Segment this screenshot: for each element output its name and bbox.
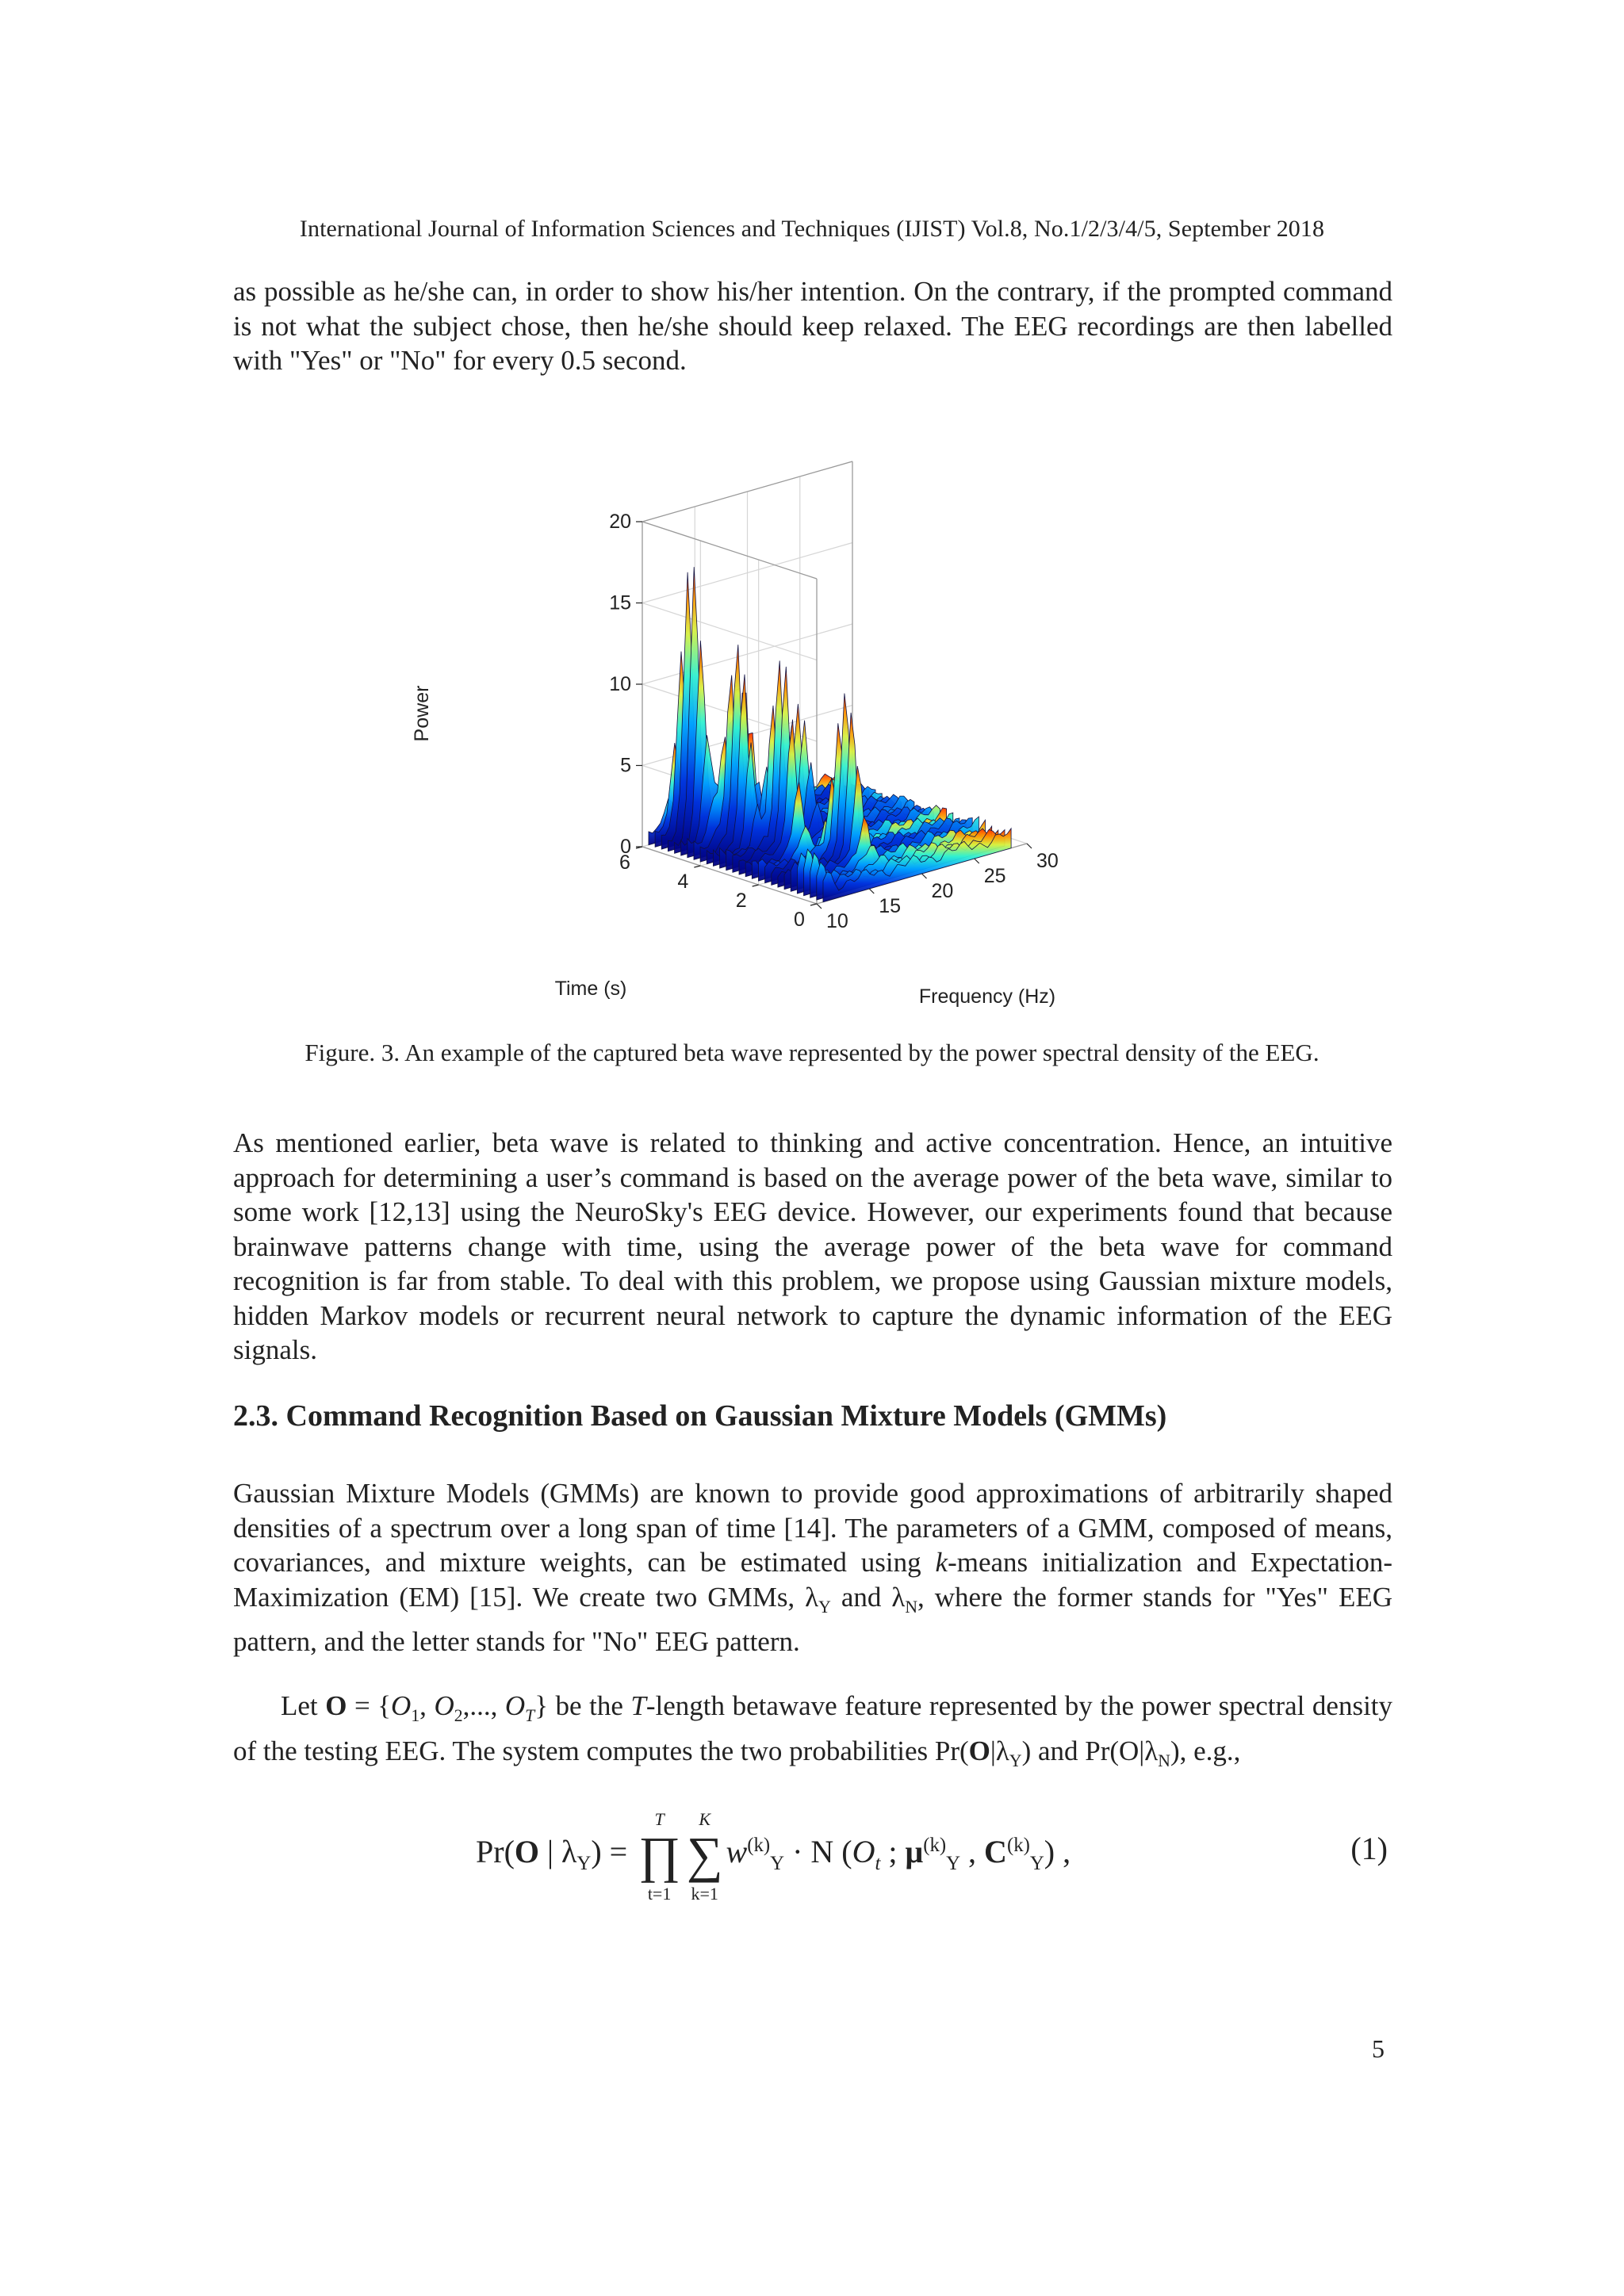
x-tick-label: 30 (1036, 850, 1059, 872)
x-tick-mark (975, 859, 979, 863)
y-axis-label: Time (s) (554, 978, 627, 1000)
eq-normal: · N ( (784, 1834, 852, 1870)
eq-sub-y: Y (576, 1853, 592, 1875)
x-tick-label: 25 (983, 865, 1006, 887)
paragraph-let-o (233, 1689, 1392, 1778)
eq-c: C (984, 1834, 1007, 1870)
box-edge (642, 522, 817, 579)
gmm-text-b: -means initialization and Expectation-Maximization (EM) [15]. We create two GMMs, λ (233, 1547, 1392, 1613)
eq-semicolon: ; (880, 1834, 906, 1870)
z-axis-label: Power (411, 685, 433, 742)
let-subt: T (525, 1706, 535, 1725)
let-text-h: ) and Pr(O|λ (1021, 1735, 1159, 1766)
gmm-sub-y: Y (818, 1597, 831, 1617)
let-sub2: 2 (454, 1706, 463, 1725)
gmm-text-d: , where the former stands for "Yes" EEG pattern, and the letter stands for "No" EEG pattern. (233, 1581, 1392, 1657)
eq-ot: O (852, 1834, 875, 1870)
y-tick-label: 2 (735, 890, 747, 912)
eq-t-sub: t (875, 1853, 881, 1875)
let-o-bold-2: O (968, 1735, 990, 1766)
running-header: International Journal of Information Sciences and Techniques (IJIST) Vol.8, No.1/2/3/4/5, September 2018 (299, 216, 1325, 242)
x-tick-label: 10 (826, 910, 848, 932)
sum-upper: K (699, 1809, 711, 1829)
z-tick-label: 10 (609, 673, 631, 695)
eq-c-sub: Y (1029, 1853, 1044, 1875)
side-wall-grid-line (642, 603, 817, 660)
let-text-g: |λ (990, 1735, 1009, 1766)
gmm-text-a: Gaussian Mixture Models (GMMs) are known to provide good approximations of arbitrarily shaped densities of a spectrum over a long span of time [14]. The parameters of a GMM, composed of means, covariances, and mixture weights, can be estimated using (233, 1478, 1392, 1578)
gmm-sub-n: N (905, 1597, 917, 1617)
eq-c-sup: (k) (1006, 1834, 1030, 1856)
let-o1: O (391, 1690, 412, 1721)
prod-symbol: ∏ (638, 1827, 680, 1883)
sum-operator (686, 1809, 723, 1904)
figure-3 (396, 412, 1229, 1015)
z-tick-label: 0 (620, 836, 631, 858)
let-sub-y: Y (1009, 1751, 1022, 1770)
gmm-k: k (935, 1547, 948, 1578)
z-tick-label: 5 (620, 754, 631, 777)
z-tick-label: 15 (609, 591, 631, 614)
let-text-f: -length betawave feature represented by the power spectral density of the testing EEG. The system computes the two probabilities Pr( (233, 1690, 1393, 1766)
chart-surface (649, 567, 1011, 902)
paragraph-beta-wave: As mentioned earlier, beta wave is related to thinking and active concentration. Hence, an intuitive approach for determining a user’s command is based on the average power of the beta wave, similar to some work [12,13] using the NeuroSky's EEG device. However, our experiments found that because brainwave patterns change with time, using the average power of the beta wave for command recognition is far from stable. To deal with this problem, we propose using Gaussian mixture models, hidden Markov models or recurrent neural network to capture the dynamic information of the EEG signals. (233, 1127, 1392, 1365)
sum-symbol: ∑ (686, 1827, 723, 1883)
psd-surface-chart (396, 412, 1229, 1015)
let-text-d: ,..., (462, 1690, 505, 1721)
let-text-i: ), e.g., (1170, 1735, 1241, 1766)
let-text-e: } be the (534, 1690, 631, 1721)
prod-upper: T (654, 1809, 665, 1829)
eq-mu: μ (905, 1834, 924, 1870)
paragraph-gmm (233, 1476, 1392, 1659)
let-t: T (630, 1690, 646, 1721)
x-tick-mark (1027, 844, 1032, 848)
gmm-text-c: and λ (830, 1581, 906, 1613)
equation-number: (1) (1350, 1831, 1388, 1866)
y-tick-mark (810, 904, 817, 905)
eq-mu-sup: (k) (923, 1834, 947, 1856)
eq-w: w (726, 1834, 748, 1870)
eq-o: O (514, 1834, 540, 1870)
eq-pr: Pr( (476, 1834, 515, 1870)
let-text-c: , (419, 1690, 435, 1721)
y-tick-label: 4 (677, 871, 689, 893)
x-axis-label: Frequency (Hz) (918, 985, 1056, 1008)
eq-w-sub: Y (770, 1853, 785, 1875)
let-sub-n: N (1158, 1751, 1170, 1770)
let-ot: O (504, 1690, 526, 1721)
let-sub1: 1 (411, 1706, 420, 1725)
product-operator (638, 1809, 680, 1904)
eq-w-sup: (k) (747, 1834, 771, 1856)
y-tick-mark (753, 885, 759, 886)
let-text-b: = { (347, 1690, 392, 1721)
section-heading: 2.3. Command Recognition Based on Gaussian Mixture Models (GMMs) (233, 1399, 1167, 1433)
y-tick-mark (694, 866, 700, 867)
x-tick-mark (922, 874, 927, 878)
paragraph-intro: as possible as he/she can, in order to show his/her intention. On the contrary, if the prompted command is not what the subject chose, then he/she should keep relaxed. The EEG recordings are then labelled with "Yes" or "No" for every 0.5 second. (233, 276, 1392, 376)
eq-mu-sub: Y (946, 1853, 961, 1875)
x-tick-mark (869, 889, 874, 894)
let-text-a: Let (281, 1690, 326, 1721)
figure-caption: Figure. 3. An example of the captured beta wave represented by the power spectral density of the EEG. (304, 1039, 1320, 1066)
x-tick-mark (817, 904, 822, 909)
let-o2: O (434, 1690, 454, 1721)
y-tick-label: 6 (619, 851, 630, 874)
page-number: 5 (1372, 2034, 1385, 2063)
y-tick-label: 0 (794, 909, 805, 931)
eq-close: ) , (1044, 1834, 1071, 1870)
eq-comma: , (960, 1834, 985, 1870)
z-tick-label: 20 (609, 511, 631, 533)
prod-lower: t=1 (647, 1884, 672, 1904)
eq-bar-lambda: | λ (539, 1834, 577, 1870)
let-o-bold: O (325, 1690, 347, 1721)
equation-1 (476, 1809, 1388, 1911)
equation-body (476, 1809, 1071, 1904)
x-tick-label: 20 (931, 880, 954, 902)
eq-equals: ) = (591, 1834, 628, 1870)
sum-lower: k=1 (691, 1884, 718, 1904)
x-tick-label: 15 (879, 895, 902, 917)
